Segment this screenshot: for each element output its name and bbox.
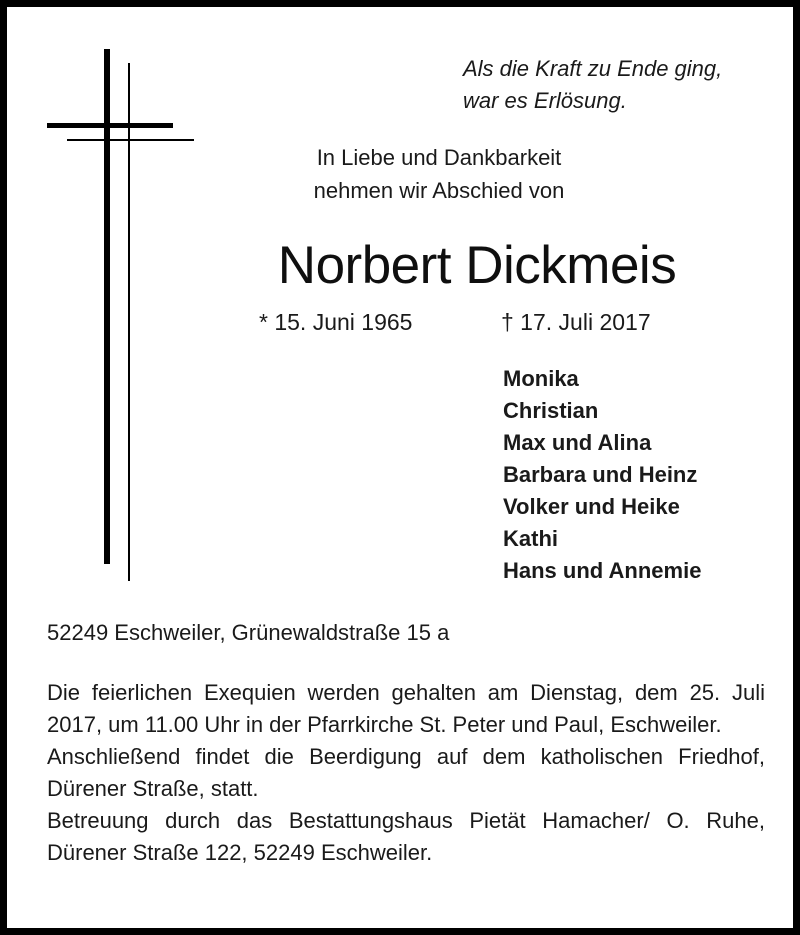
intro-text [239,141,639,207]
details-paragraph: Anschließend findet die Beerdigung auf dem katholischen Friedhof, Dürener Straße, statt. [47,744,765,801]
cross-icon [7,7,207,607]
mourner-name: Volker und Heike [503,494,680,519]
mourner-name: Kathi [503,526,558,551]
service-details [47,677,765,869]
family-address: 52249 Eschweiler, Grünewaldstraße 15 a [47,620,450,645]
quote-line: war es Erlösung. [463,88,627,113]
mourners-list [503,363,793,587]
mourner-name: Christian [503,398,599,423]
quote-line: Als die Kraft zu Ende ging, [463,56,723,81]
details-paragraph: Die feierlichen Exequien werden gehalten am Dienstag, dem 25. Juli 2017, um 11.00 Uhr in der Pfarrkirche St. Peter und Paul, Eschweiler. [47,680,765,737]
intro-line: nehmen wir Abschied von [313,178,565,203]
mourner-name: Barbara und Heinz [503,462,698,487]
epitaph-quote [463,53,783,117]
intro-line: In Liebe und Dankbarkeit [316,145,562,170]
birth-date: * 15. Juni 1965 [259,309,413,335]
mourner-name: Hans und Annemie [503,558,702,583]
death-date: † 17. Juli 2017 [501,309,651,335]
deceased-name: Norbert Dickmeis [277,236,677,295]
mourner-name: Monika [503,366,579,391]
cross-thick-horizontal [47,123,173,128]
cross-thin-horizontal [67,139,194,141]
mourner-name: Max und Alina [503,430,652,455]
details-paragraph: Betreuung durch das Bestattungshaus Pietät Hamacher/ O. Ruhe, Dürener Straße 122, 52249 Eschweiler. [47,808,765,865]
